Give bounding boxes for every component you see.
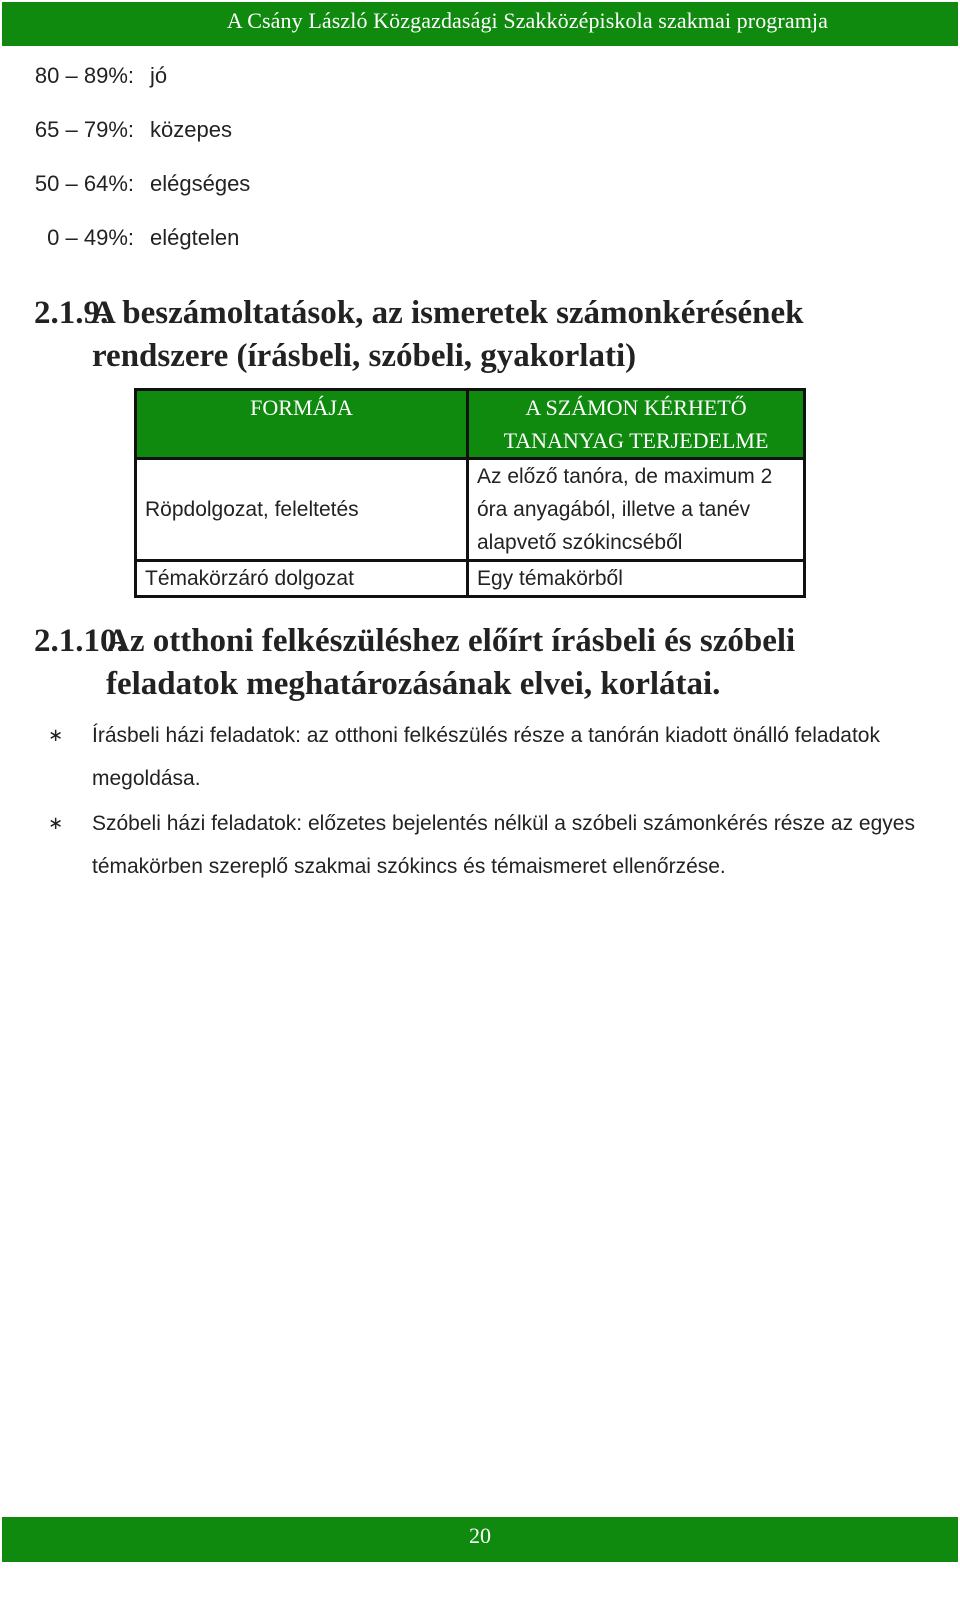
homework-list [48, 714, 948, 890]
section-title-line1: A beszámoltatások, az ismeretek számonkérésének [92, 295, 804, 331]
grade-label: jó [150, 63, 168, 88]
list-item-text: Írásbeli házi feladatok: az otthoni felkészülés része a tanórán kiadott önálló feladatok megoldása. [92, 724, 880, 790]
table-row [136, 459, 805, 561]
cell-scope: Egy témakörből [468, 561, 805, 597]
section-title-line1: Az otthoni felkészüléshez előírt írásbeli és szóbeli [106, 623, 796, 659]
assessment-table [134, 388, 806, 598]
section-number: 2.1.9. [34, 295, 109, 331]
table-row [136, 561, 805, 597]
cell-form: Röpdolgozat, feleltetés [136, 459, 468, 561]
grade-range: 50 – 64%: [34, 171, 134, 196]
grade-label: elégtelen [150, 225, 240, 250]
asterisk-bullet-icon: ∗ [48, 813, 64, 834]
section-number: 2.1.10. [34, 623, 125, 659]
header-title: A Csány László Közgazdasági Szakközépiskola szakmai programja [226, 8, 828, 33]
grade-range: 80 – 89%: [34, 63, 134, 88]
grade-range: 65 – 79%: [34, 117, 134, 142]
grade-label: közepes [150, 117, 232, 142]
list-item [48, 802, 948, 888]
page-header [2, 2, 958, 46]
header-cell-scope: A SZÁMON KÉRHETŐ TANANYAG TERJEDELME [468, 390, 805, 459]
page-footer [2, 1517, 958, 1562]
header-cell-form: FORMÁJA [136, 390, 468, 459]
section-title-line2: feladatok meghatározásának elvei, korlátai. [106, 666, 721, 702]
grade-range: 0 – 49%: [47, 225, 134, 250]
grade-label: elégséges [150, 171, 251, 196]
list-item [48, 714, 948, 800]
page-number: 20 [469, 1523, 491, 1548]
list-item-text: Szóbeli házi feladatok: előzetes bejelentés nélkül a szóbeli számonkérés része az egyes témakörben szereplő szakmai szókincs és témaismeret ellenőrzése. [92, 812, 915, 878]
cell-form: Témakörzáró dolgozat [136, 561, 468, 597]
asterisk-bullet-icon: ∗ [48, 725, 64, 746]
table-header-row [136, 390, 805, 459]
section-title-line2: rendszere (írásbeli, szóbeli, gyakorlati) [92, 338, 637, 374]
cell-scope: Az előző tanóra, de maximum 2 óra anyagából, illetve a tanév alapvető szókincséből [468, 459, 805, 561]
